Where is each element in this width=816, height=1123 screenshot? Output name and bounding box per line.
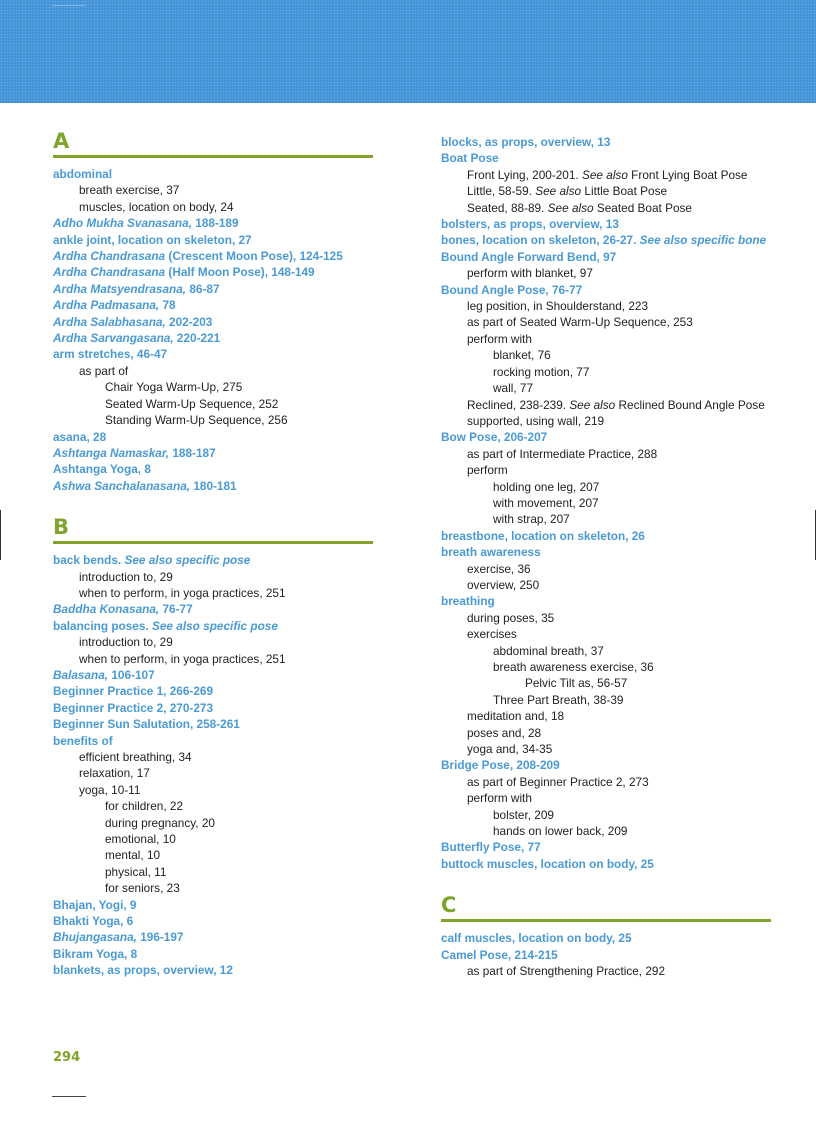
index-subentry: efficient breathing, 34 <box>79 750 192 764</box>
index-entry: benefits of <box>53 733 113 748</box>
index-subentry: rocking motion, 77 <box>493 364 590 379</box>
index-subentry: breath awareness exercise, 36 <box>493 660 654 674</box>
index-subentry: Chair Yoga Warm-Up, 275 <box>105 380 243 395</box>
index-entry: buttock muscles, location on body, 25 <box>441 856 654 871</box>
index-entry: bolsters, as props, overview, 13 <box>441 217 619 232</box>
index-entry: Ashwa Sanchalanasana, 180-181 <box>53 478 237 493</box>
index-entry: bones, location on skeleton, 26-27. See also specific bone <box>441 233 767 248</box>
index-entry: Beginner Practice 2, 270-273 <box>53 700 214 715</box>
index-entry: ankle joint, location on skeleton, 27 <box>53 232 252 247</box>
index-entry: Bridge Pose, 208-209 <box>441 758 560 773</box>
index-entry: breastbone, location on skeleton, 26 <box>441 528 645 543</box>
index-entry: abdominal <box>53 167 112 181</box>
index-subentry: meditation and, 18 <box>467 709 565 724</box>
index-entry: arm stretches, 46-47 <box>53 347 168 362</box>
index-entry: Ashtanga Namaskar, 188-187 <box>53 445 216 460</box>
index-entry: Ardha Matsyendrasana, 86-87 <box>53 281 220 296</box>
index-entry: Bikram Yoga, 8 <box>53 946 138 961</box>
edge-mark-left <box>0 510 1 560</box>
index-subentry: Front Lying, 200-201. See also Front Lying Boat Pose <box>467 167 748 182</box>
index-entry: Bhakti Yoga, 6 <box>53 914 134 929</box>
index-entry: Ardha Sarvangasana, 220-221 <box>53 331 221 346</box>
index-subentry: hands on lower back, 209 <box>493 824 628 839</box>
index-entry: blocks, as props, overview, 13 <box>441 135 611 149</box>
index-subentry: when to perform, in yoga practices, 251 <box>79 651 286 666</box>
index-entry: Bow Pose, 206-207 <box>441 430 548 445</box>
index-entry: Bound Angle Forward Bend, 97 <box>441 249 617 264</box>
index-entry: Camel Pose, 214-215 <box>441 947 558 962</box>
index-subentry: leg position, in Shoulderstand, 223 <box>467 299 649 314</box>
index-subentry: when to perform, in yoga practices, 251 <box>79 585 286 600</box>
index-subentry: perform <box>467 463 508 478</box>
crop-mark-top <box>52 5 86 6</box>
index-entry: Balasana, 106-107 <box>53 667 155 682</box>
index-subentry: as part of Strengthening Practice, 292 <box>467 964 666 979</box>
index-subentry: with movement, 207 <box>493 495 599 510</box>
index-subentry: for seniors, 23 <box>105 881 180 896</box>
index-entry: asana, 28 <box>53 429 107 444</box>
index-entry: Adho Mukha Svanasana, 188-189 <box>53 216 239 231</box>
index-entry: Baddha Konasana, 76-77 <box>53 602 193 617</box>
index-subentry: blanket, 76 <box>493 348 551 363</box>
index-entry: Bhajan, Yogi, 9 <box>53 897 137 912</box>
index-entry: back bends. See also specific pose <box>53 553 251 568</box>
index-entry: Beginner Sun Salutation, 258-261 <box>53 717 240 732</box>
index-column-right <box>441 134 771 980</box>
index-subentry: perform with <box>467 331 532 346</box>
index-subentry: Seated, 88-89. See also Seated Boat Pose <box>467 200 692 215</box>
index-subentry: Pelvic Tilt as, 56-57 <box>525 676 628 691</box>
index-subentry: as part of Seated Warm-Up Sequence, 253 <box>467 315 693 330</box>
index-subentry: introduction to, 29 <box>79 635 173 650</box>
index-subentry: during poses, 35 <box>467 610 555 625</box>
index-subentry: as part of Beginner Practice 2, 273 <box>467 774 649 789</box>
index-subentry: as part of <box>79 363 129 378</box>
index-entry: blankets, as props, overview, 12 <box>53 963 233 978</box>
index-subentry: yoga, 10-11 <box>79 782 141 797</box>
index-subentry: perform with blanket, 97 <box>467 266 593 281</box>
index-subentry: relaxation, 17 <box>79 766 150 781</box>
index-entry: breathing <box>441 594 495 609</box>
index-entry: Ardha Chandrasana (Crescent Moon Pose), 124-125 <box>53 249 343 264</box>
index-subentry: abdominal breath, 37 <box>493 643 604 658</box>
index-entry: calf muscles, location on body, 25 <box>441 931 632 946</box>
page-number: 294 <box>53 1050 81 1065</box>
index-subentry: bolster, 209 <box>493 807 554 822</box>
section-gap <box>53 494 373 514</box>
index-subentry: as part of Intermediate Practice, 288 <box>467 446 658 461</box>
index-subentry: yoga and, 34-35 <box>467 742 553 757</box>
index-subentry: Little, 58-59. See also Little Boat Pose <box>467 184 668 199</box>
index-subentry: Standing Warm-Up Sequence, 256 <box>105 413 288 428</box>
index-subentry: poses and, 28 <box>467 725 542 740</box>
index-subentry: overview, 250 <box>467 577 540 592</box>
index-entry: Ardha Salabhasana, 202-203 <box>53 314 213 329</box>
index-subentry: Three Part Breath, 38-39 <box>493 692 624 707</box>
index-subentry: Reclined, 238-239. See also Reclined Bound Angle Pose <box>467 397 765 412</box>
index-subentry: holding one leg, 207 <box>493 479 600 494</box>
index-entry: Bound Angle Pose, 76-77 <box>441 282 583 297</box>
index-column-left <box>53 128 373 979</box>
index-entry: Ashtanga Yoga, 8 <box>53 462 151 477</box>
index-subentry: perform with <box>467 791 532 806</box>
index-subentry: muscles, location on body, 24 <box>79 199 234 214</box>
index-subentry: supported, using wall, 219 <box>467 413 605 428</box>
crop-mark-bottom <box>52 1096 86 1097</box>
index-subentry: during pregnancy, 20 <box>105 815 215 830</box>
index-subentry: exercises <box>467 627 517 642</box>
index-entry: breath awareness <box>441 545 541 560</box>
section-letter-heading: B <box>53 514 373 544</box>
index-subentry: introduction to, 29 <box>79 569 173 584</box>
index-subentry: physical, 11 <box>105 864 167 879</box>
header-banner <box>0 0 816 103</box>
index-subentry: for children, 22 <box>105 799 184 814</box>
index-subentry: wall, 77 <box>493 381 533 396</box>
index-subentry: mental, 10 <box>105 848 161 863</box>
index-subentry: emotional, 10 <box>105 832 176 847</box>
section-gap <box>441 872 771 892</box>
index-entry: Ardha Padmasana, 78 <box>53 298 176 313</box>
index-entry: Ardha Chandrasana (Half Moon Pose), 148-149 <box>53 265 315 280</box>
index-entry: balancing poses. See also specific pose <box>53 618 278 633</box>
index-subentry: exercise, 36 <box>467 561 531 576</box>
index-entry: Butterfly Pose, 77 <box>441 840 541 855</box>
index-subentry: Seated Warm-Up Sequence, 252 <box>105 396 279 411</box>
index-subentry: breath exercise, 37 <box>79 183 180 198</box>
index-entry: Boat Pose <box>441 151 499 166</box>
index-entry: Bhujangasana, 196-197 <box>53 930 184 945</box>
section-letter-heading: A <box>53 128 373 158</box>
index-subentry: with strap, 207 <box>493 512 570 527</box>
index-entry: Beginner Practice 1, 266-269 <box>53 684 214 699</box>
section-letter-heading: C <box>441 892 771 922</box>
